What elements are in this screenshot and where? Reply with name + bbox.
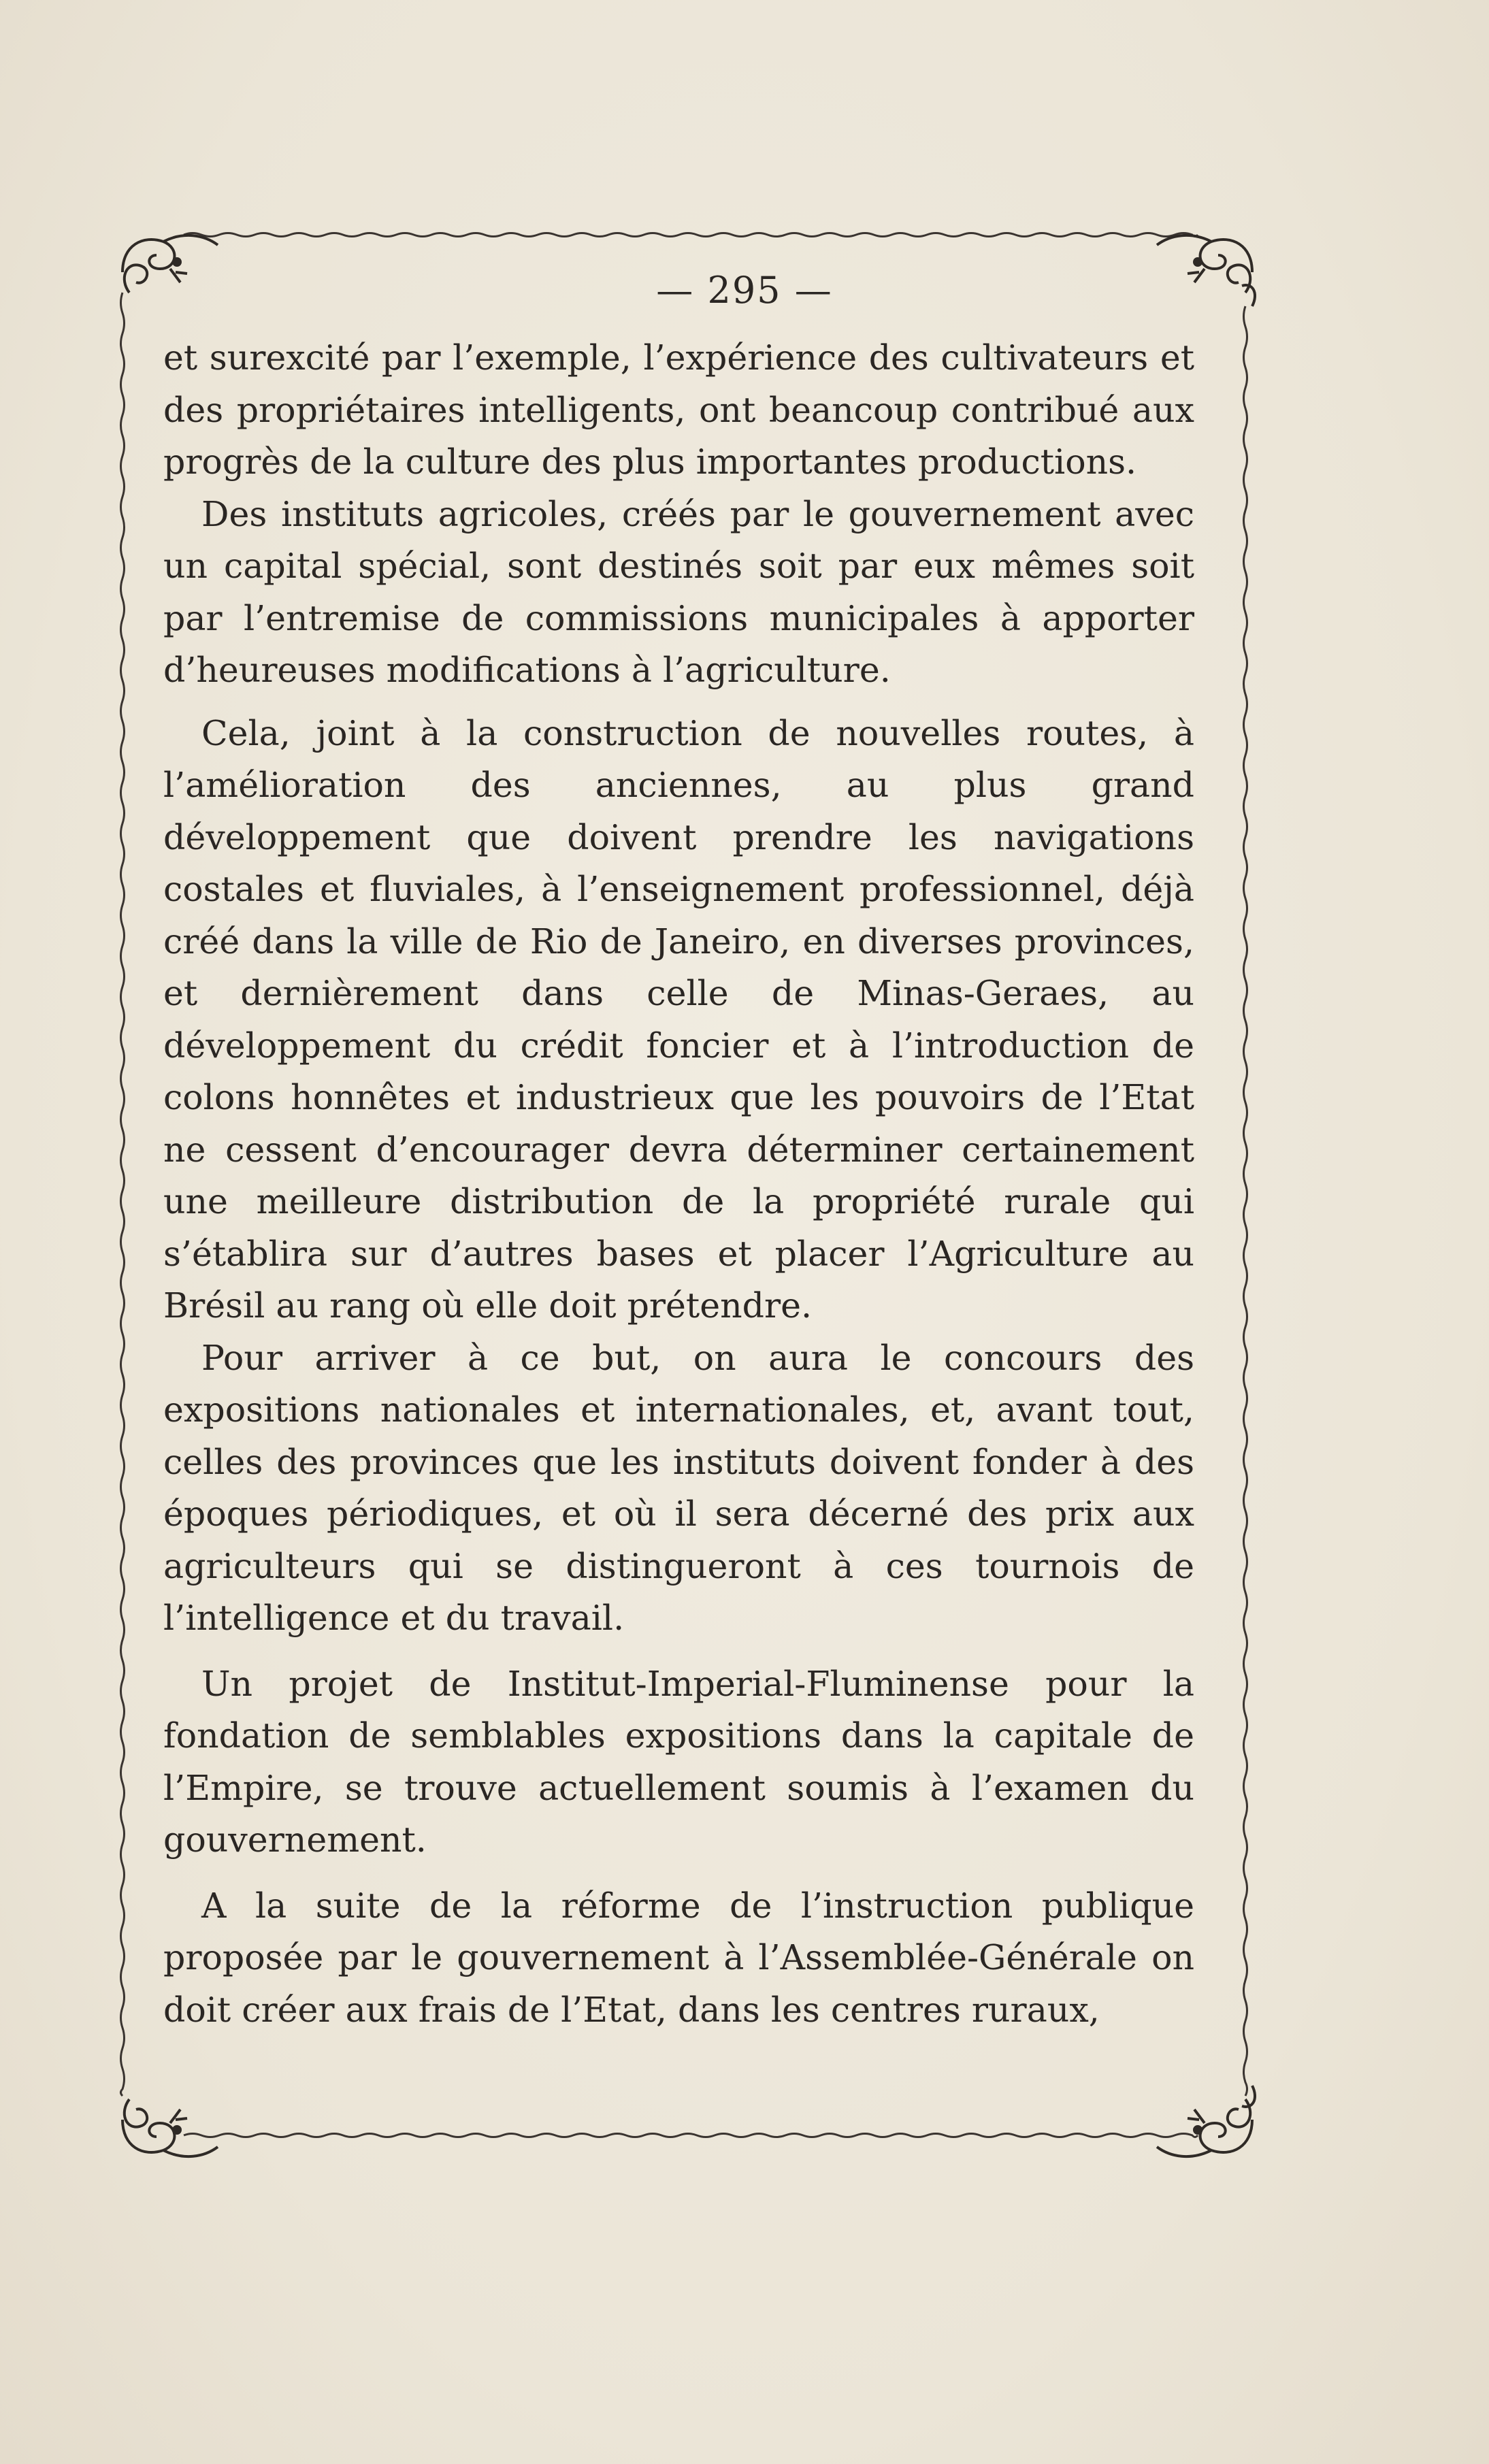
paragraph-2: Des instituts agricoles, créés par le gouvernement avec un capital spécial, sont destinés soit par eux mêmes soit par l’entremise de commissions municipales à apporter d’heureuses modifications à l’agriculture. (163, 493, 1194, 690)
right-wavy-rule (1244, 306, 1247, 2096)
bottom-wavy-rule (184, 2134, 1198, 2137)
corner-flourish-bottom-right-icon (1157, 2086, 1255, 2156)
body-text (163, 332, 1194, 2036)
paragraph-5: Un projet de Institut-Imperial-Fluminense pour la fondation de semblables expositions dans la capitale de l’Empire, se trouve actuellement soumis à l’examen du gouvernement. (163, 1663, 1194, 1860)
paragraph-3: Cela, joint à la construction de nouvelles routes, à l’amélioration des anciennes, au plus grand développement que doivent prendre les navigations costales et fluviales, à l’enseignement professionnel, déjà créé dans la ville de Rio de Janeiro, en diverses provinces, et dernièrement dans celle de Minas-Geraes, au développement du crédit foncier et à l’introduction de colons honnêtes et industrieux que les pouvoirs de l’Etat ne cessent d’encourager devra déterminer certainement une meilleure distribution de la propriété rurale qui s’établira sur d’autres bases et placer l’Agriculture au Brésil au rang où elle doit prétendre. (163, 712, 1194, 1326)
corner-flourish-bottom-left-icon (122, 2099, 218, 2156)
left-wavy-rule (121, 293, 125, 2096)
top-wavy-rule (184, 233, 1198, 237)
page-number: — 295 — (656, 269, 833, 312)
paragraph-1: et surexcité par l’exemple, l’expérience des cultivateurs et des propriétaires intelligents, ont beancoup contribué aux progrès de la culture des plus importantes productions. (163, 338, 1194, 482)
paragraph-4: Pour arriver à ce but, on aura le concours des expositions nationales et internationales, et, avant tout, celles des provinces que les instituts doivent fonder à des époques périodiques, et où il sera décerné des prix aux agriculteurs qui se distingueront à ces tournois de l’intelligence et du travail. (163, 1337, 1194, 1638)
paragraph-6: A la suite de la réforme de l’instruction publique proposée par le gouvernement à l’Assemblée-Générale on doit créer aux frais de l’Etat, dans les centres ruraux, (163, 1885, 1194, 2030)
